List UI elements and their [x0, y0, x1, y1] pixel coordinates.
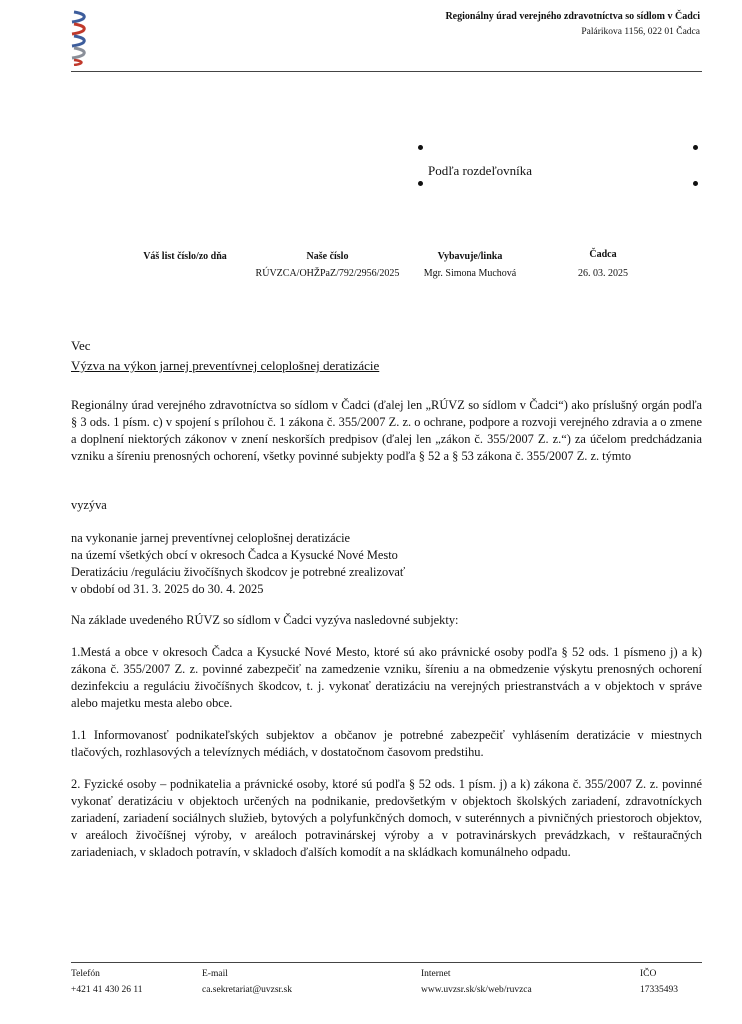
recipient: Podľa rozdeľovníka: [428, 163, 533, 178]
footer-ico-label: IČO: [640, 969, 657, 979]
corner-mark-top-right: [693, 145, 698, 150]
point-2: [71, 776, 702, 861]
call-line: Deratizáciu /reguláciu živočíšnych škodcov je potrebné zrealizovať: [71, 565, 406, 579]
intro-text: Regionálny úrad verejného zdravotníctva so sídlom v Čadci (ďalej len „RÚVZ so sídlom v Čadci“) ako príslušný orgán podľa § 3 ods. 1 písm. c) v spojení s prílohou č. 1 zákona č. 355/2007 Z. z. o ochrane, podpore a rozvoji verejného zdravia a o zmene a doplnení niektorých zákonov v znení neskorších predpisov (ďalej len „zákon č. 355/2007 Z. z.“) za účelom predchádzania vzniku a šíreniu prenosných ochorení, všetky povinné subjekty podľa § 52 a § 53 zákona č. 355/2007 Z. z. týmto: [71, 398, 702, 463]
footer-phone: +421 41 430 26 11: [71, 985, 143, 995]
call-paragraph: [71, 497, 702, 514]
call-line: v období od 31. 3. 2025 do 30. 4. 2025: [71, 582, 264, 596]
corner-mark-top-left: [418, 145, 423, 150]
footer-email: ca.sekretariat@uvzsr.sk: [202, 985, 292, 995]
footer-ico: 17335493: [640, 985, 678, 995]
point-1-1: [71, 727, 702, 761]
your-ref-label: Váš list číslo/zo dňa: [143, 251, 227, 262]
place-label: Čadca: [589, 249, 617, 260]
point-1-1-text: 1.1 Informovanosť podnikateľských subjektov a občanov je potrebné zabezpečiť vyhlásením deratizácie v miestnych tlačových, rozhlasových a televíznych médiách, v dostatočnom časovom predstihu.: [71, 728, 702, 759]
our-ref-label: Naše číslo: [306, 251, 349, 262]
point-1: [71, 644, 702, 712]
subject-label: Vec: [71, 338, 91, 353]
footer-phone-label: Telefón: [71, 969, 100, 979]
footer-web-label: Internet: [421, 969, 451, 979]
handled-by-label: Vybavuje/linka: [437, 251, 503, 262]
organization-address: Palárikova 1156, 022 01 Čadca: [581, 27, 700, 37]
intro-paragraph: [71, 397, 702, 465]
organization-name: Regionálny úrad verejného zdravotníctva so sídlom v Čadci: [445, 11, 700, 22]
our-ref-value: RÚVZCA/OHŽPaZ/792/2956/2025: [255, 268, 400, 279]
point-2-text: 2. Fyzické osoby – podnikatelia a právnické osoby, ktoré sú podľa § 52 ods. 1 písm. j) a k) zákona č. 355/2007 Z. z. povinné vykonať deratizáciu v objektoch určených na podnikanie, predovšetkým v objektoch školských zariadení, zdravotníckych zariadení, zariadení sociálnych služieb, bytových a polyfunkčných domoch, v suterénnych a pivničných priestoroch objektov, v areáloch živočíšnej výroby, v areáloch potravinárskej výroby a v potravinárskych prevádzkach, v reštauračných zariadeniach, v skladoch potravín, v skladoch ďalších komodít a na skládkach komunálneho odpadu.: [71, 777, 702, 859]
date-value: 26. 03. 2025: [578, 268, 628, 279]
handled-by-value: Mgr. Simona Muchová: [423, 268, 517, 279]
basis-paragraph: [71, 612, 702, 629]
subject-title: Výzva na výkon jarnej preventívnej celoplošnej deratizácie: [71, 358, 380, 373]
call-text: vyzýva: [71, 498, 107, 512]
call-line: na území všetkých obcí v okresoch Čadca a Kysucké Nové Mesto: [71, 548, 398, 562]
call-line: na vykonanie jarnej preventívnej celoplošnej deratizácie: [71, 531, 351, 545]
footer-web: www.uvzsr.sk/sk/web/ruvzca: [421, 985, 532, 995]
footer-divider: [71, 962, 702, 963]
corner-mark-bottom-right: [693, 181, 698, 186]
header-divider: [71, 71, 702, 72]
basis-text: Na základe uvedeného RÚVZ so sídlom v Čadci vyzýva nasledovné subjekty:: [71, 613, 459, 627]
point-1-text: 1.Mestá a obce v okresoch Čadca a Kysucké Nové Mesto, ktoré sú ako právnické osoby podľa § 52 ods. 1 písmeno j) a k) zákona č. 355/2007 Z. z. povinné zabezpečiť na zamedzenie vzniku, šíreniu a na obmedzenie výskytu prenosných ochorení dezinfekciu a reguláciu živočíšnych škodcov, t. j. vykonať deratizáciu na verejných priestranstvách a v objektoch v správe alebo majetku mesta alebo obce.: [71, 645, 702, 710]
corner-mark-bottom-left: [418, 181, 423, 186]
call-details: [71, 530, 702, 598]
ruvz-logo: [66, 8, 94, 66]
footer-email-label: E-mail: [202, 969, 228, 979]
